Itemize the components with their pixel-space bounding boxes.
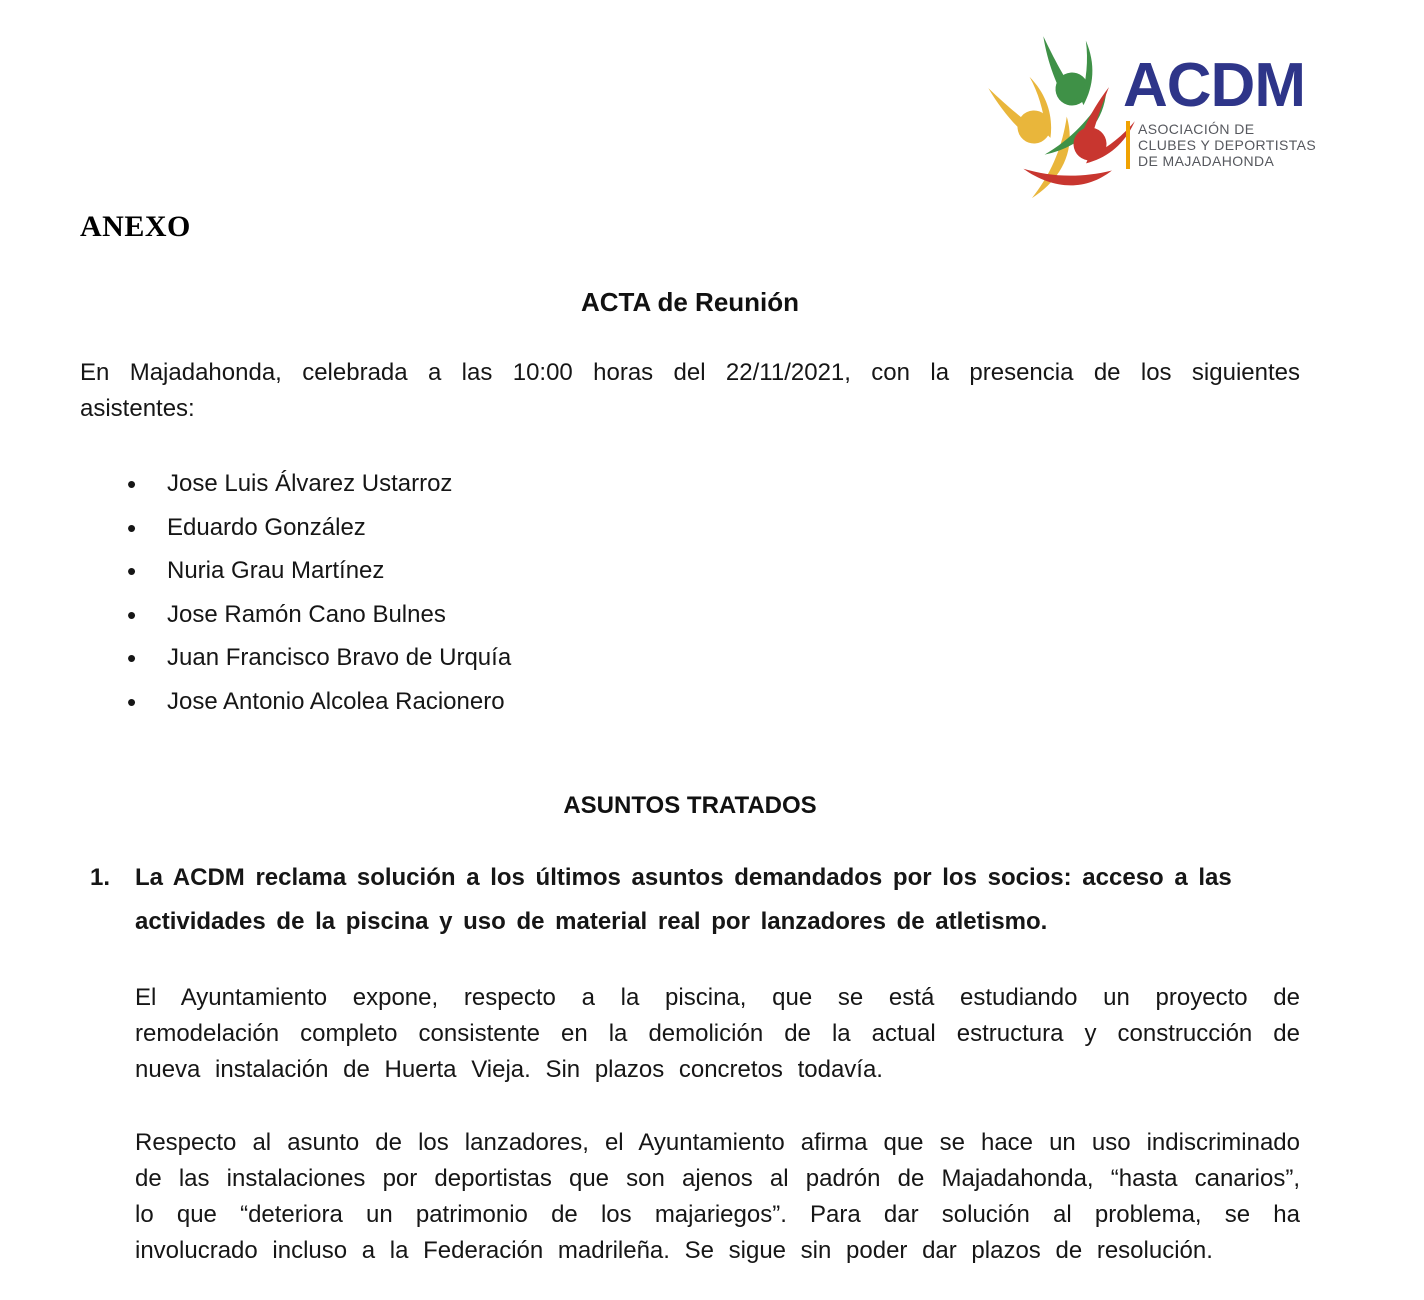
agenda-item-1 xyxy=(80,856,1300,944)
agenda-item-1-number: 1. xyxy=(90,863,111,891)
agenda-item-1-paragraph: El Ayuntamiento expone, respecto a la piscina, que se está estudiando un proyecto de remodelación completo consistente en la demolición de la actual estructura y construcción de nueva instalación de Huerta Vieja. Sin plazos concretos todavía. xyxy=(135,983,1300,1083)
section-label-anexo: ANEXO xyxy=(80,210,191,243)
logo-tagline-line: DE MAJADAHONDA xyxy=(1138,153,1275,169)
agenda-item-1-paragraph: Respecto al asunto de los lanzadores, el Ayuntamiento afirma que se hace un uso indiscriminado de las instalaciones por deportistas que son ajenos al padrón de Majadahonda, “hasta canarios”, lo que “deteriora un patrimonio de los majariegos”. Para dar solución al problema, se ha involucrado incluso a la Federación madrileña. Se sigue sin poder dar plazos de resolución. xyxy=(135,1128,1300,1264)
logo-tagline-line: ASOCIACIÓN DE xyxy=(1138,121,1255,137)
document-content xyxy=(80,0,1300,1269)
intro-paragraph: En Majadahonda, celebrada a las 10:00 horas del 22/11/2021, con la presencia de los siguientes asistentes: xyxy=(80,359,1300,422)
attendee-item: • Nuria Grau Martínez xyxy=(80,553,1300,589)
attendee-list xyxy=(80,466,1300,720)
attendee-item: • Juan Francisco Bravo de Urquía xyxy=(80,640,1300,676)
attendee-item: • Jose Antonio Alcolea Racionero xyxy=(80,684,1300,720)
attendee-item: • Jose Luis Álvarez Ustarroz xyxy=(80,466,1300,502)
logo-tagline-line: CLUBES Y DEPORTISTAS xyxy=(1138,137,1317,153)
document-title: ACTA de Reunión xyxy=(580,287,800,317)
attendee-item: • Eduardo González xyxy=(80,510,1300,546)
agenda-item-1-heading: La ACDM reclama solución a los últimos asuntos demandados por los socios: acceso a las actividades de la piscina y uso de material real por lanzadores de atletismo. xyxy=(135,863,1232,935)
attendee-item: • Jose Ramón Cano Bulnes xyxy=(80,597,1300,633)
section-heading-asuntos: ASUNTOS TRATADOS xyxy=(563,791,817,819)
logo-acronym: ACDM xyxy=(1123,51,1305,120)
